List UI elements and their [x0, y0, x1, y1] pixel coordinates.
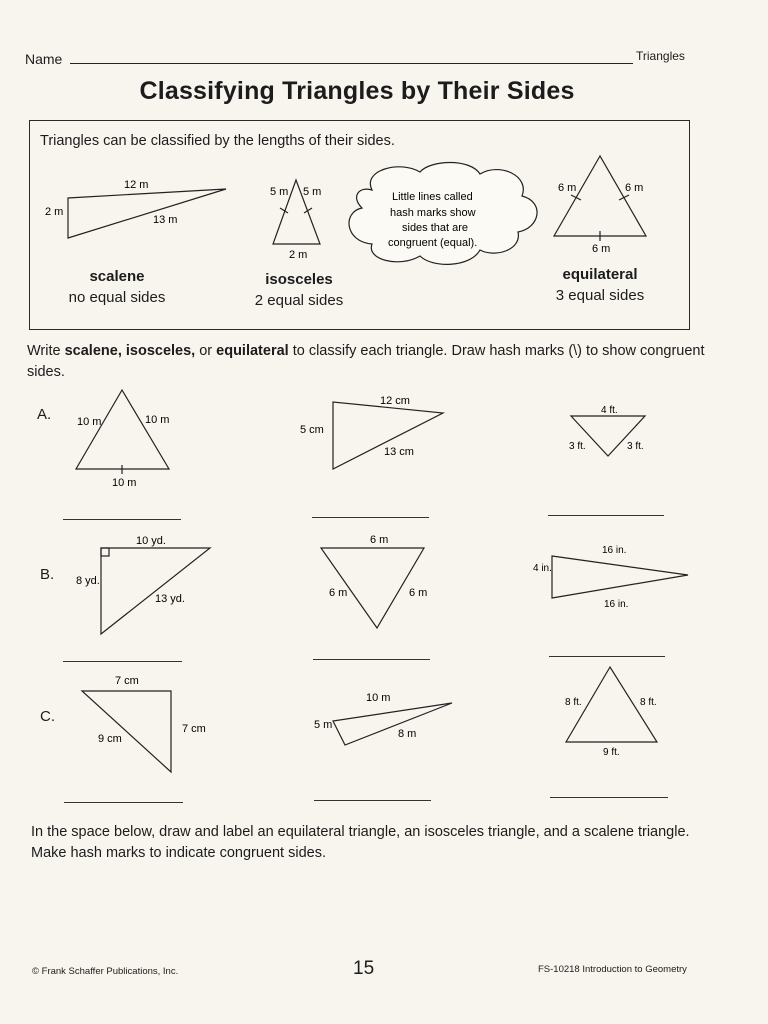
b3-side-top: 16 in. — [602, 545, 627, 556]
equilateral-desc: 3 equal sides — [555, 287, 645, 304]
a1-side-left: 10 m — [77, 416, 102, 428]
b1-side-left: 8 yd. — [76, 575, 100, 587]
answer-line-b3[interactable] — [549, 656, 665, 657]
a3-side-right: 3 ft. — [627, 441, 644, 452]
scalene-label: scalene — [89, 268, 145, 285]
copyright: © Frank Schaffer Publications, Inc. — [32, 966, 179, 977]
answer-line-a2[interactable] — [312, 517, 429, 518]
b3-side-left: 4 in. — [533, 563, 552, 574]
c3-side-bottom: 9 ft. — [603, 747, 620, 758]
equilateral-side-bottom: 6 m — [592, 243, 611, 255]
a2-side-top: 12 cm — [380, 395, 410, 407]
answer-line-c2[interactable] — [314, 800, 431, 801]
topic-label: Triangles — [636, 49, 685, 63]
page-number: 15 — [353, 958, 375, 979]
intro-text: Triangles can be classified by the lengths of their sides. — [40, 133, 395, 149]
triangle-c1 — [82, 691, 171, 772]
isosceles-side-bottom: 2 m — [289, 249, 308, 261]
cloud-text-3: sides that are — [402, 222, 469, 234]
isosceles-desc: 2 equal sides — [254, 292, 344, 309]
c1-side-top: 7 cm — [115, 675, 139, 687]
a3-side-top: 4 ft. — [601, 405, 618, 416]
instructions — [27, 341, 717, 383]
c1-side-right: 7 cm — [182, 723, 206, 735]
c3-side-right: 8 ft. — [640, 697, 657, 708]
c2-side-bottom: 8 m — [398, 728, 417, 740]
isosceles-label: isosceles — [265, 271, 333, 288]
row-label-c: C. — [40, 708, 55, 725]
answer-line-b1[interactable] — [63, 661, 182, 662]
drawing-instructions: In the space below, draw and label an equilateral triangle, an isosceles triangle, and a scalene triangle. Make hash marks to indicate congruent sides. — [31, 824, 690, 861]
equilateral-label: equilateral — [562, 266, 638, 283]
instr-text: Write — [27, 343, 65, 359]
triangle-a2 — [333, 402, 443, 469]
instr-bold-2: equilateral — [216, 343, 289, 359]
instr-bold-1: scalene, isosceles, — [64, 343, 196, 359]
a2-side-left: 5 cm — [300, 424, 324, 436]
answer-line-a1[interactable] — [63, 519, 181, 520]
equilateral-example-triangle — [554, 156, 646, 241]
triangle-c2 — [333, 703, 452, 745]
hash-mark — [571, 195, 581, 200]
scalene-desc: no equal sides — [68, 289, 166, 306]
c2-side-left: 5 m — [314, 719, 333, 731]
instr-text: or — [195, 343, 217, 359]
b3-side-bottom: 16 in. — [604, 599, 629, 610]
row-label-b: B. — [40, 566, 55, 583]
triangle-b3 — [552, 556, 688, 598]
equilateral-side-right: 6 m — [625, 182, 644, 194]
scalene-side-left: 2 m — [45, 206, 64, 218]
cloud-text-2: hash marks show — [390, 207, 476, 219]
b2-side-right: 6 m — [409, 587, 428, 599]
c2-side-top: 10 m — [366, 692, 391, 704]
b2-side-left: 6 m — [329, 587, 348, 599]
answer-line-a3[interactable] — [548, 515, 664, 516]
isosceles-side-left: 5 m — [270, 186, 289, 198]
triangle-a1 — [76, 390, 169, 469]
scalene-side-bottom: 13 m — [153, 214, 178, 226]
b1-side-hyp: 13 yd. — [155, 593, 185, 605]
scalene-example-triangle — [68, 189, 226, 238]
instr-text: to classify each triangle. Draw hash marks (\) to show congruent sides. — [27, 343, 705, 380]
c3-side-left: 8 ft. — [565, 697, 582, 708]
scalene-side-top: 12 m — [124, 179, 149, 191]
name-label: Name — [25, 51, 63, 67]
isosceles-side-right: 5 m — [303, 186, 322, 198]
hash-mark — [619, 195, 629, 200]
answer-line-c1[interactable] — [64, 802, 183, 803]
c1-side-hyp: 9 cm — [98, 733, 122, 745]
row-label-a: A. — [37, 406, 52, 423]
right-angle-mark — [101, 548, 109, 556]
triangle-b1 — [101, 548, 210, 634]
a1-side-right: 10 m — [145, 414, 170, 426]
answer-line-c3[interactable] — [550, 797, 668, 798]
equilateral-side-left: 6 m — [558, 182, 577, 194]
a1-side-bottom: 10 m — [112, 477, 137, 489]
b2-side-top: 6 m — [370, 534, 389, 546]
b1-side-top: 10 yd. — [136, 535, 166, 547]
answer-line-b2[interactable] — [313, 659, 430, 660]
cloud-text-1: Little lines called — [392, 191, 473, 203]
product-code: FS-10218 Introduction to Geometry — [538, 964, 687, 975]
a3-side-left: 3 ft. — [569, 441, 586, 452]
page-title: Classifying Triangles by Their Sides — [139, 77, 575, 105]
cloud-text-4: congruent (equal). — [388, 237, 478, 249]
a2-side-bottom: 13 cm — [384, 446, 414, 458]
